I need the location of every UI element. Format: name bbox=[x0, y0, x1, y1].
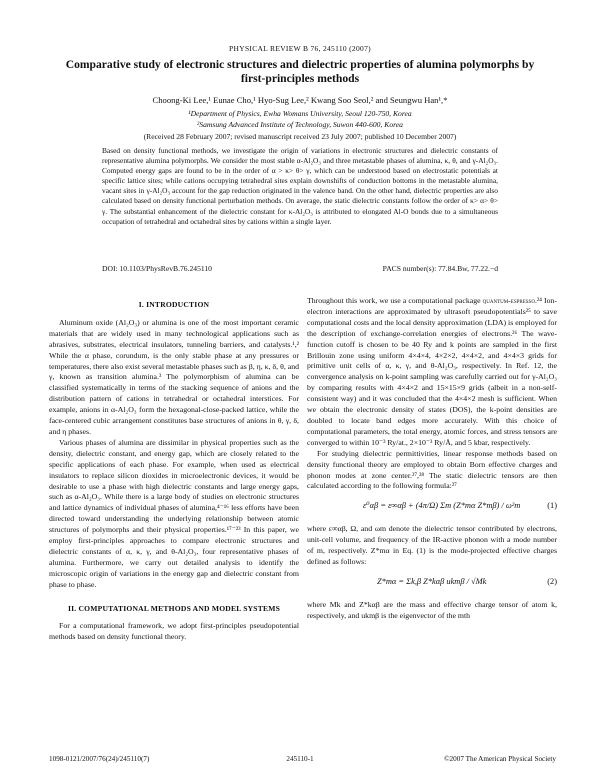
equation-expression: Z*mα = Σk,β Z*kαβ ukmβ / √Mk bbox=[377, 576, 487, 586]
paragraph: For studying dielectric permittivities, linear response methods based on density functional theory are employed to obtain Born effective charges and phonon modes at zone center.²⁷,²⁸ The static dielectric tensors are then calculated according to the following formula:²⁷ bbox=[307, 448, 557, 491]
pacs-numbers: PACS number(s): 77.84.Bw, 77.22.−d bbox=[382, 264, 498, 273]
equation-number: (2) bbox=[547, 576, 557, 586]
footer-copyright: ©2007 The American Physical Society bbox=[444, 755, 556, 763]
doi-link[interactable]: DOI: 10.1103/PhysRevB.76.245110 bbox=[102, 264, 212, 273]
paragraph: Various phases of alumina are dissimilar in physical properties such as the density, dielectric constant, and energy gap, which are closely related to the specific applications of each phase. For example, when used as electrical insulators to replace silicon dioxides in microelectronic devices, it would be desirable to use a phase with high dielectric constants and large energy gaps, such as α-Al₂O₃. While there is a large body of studies on electronic structures and lattice dynamics of individual phases of alumina,⁴⁻¹⁶ less efforts have been directed toward understanding the underlying relationship between atomic structures of polymorphs and their physical properties.¹⁷⁻²³ In this paper, we employ first-principles approaches to compare electronic structures and dielectric constants of α, κ, γ, and θ-Al₂O₃, four representative phases of alumina. Furthermore, we carry out detailed analysis to identify the microscopic origin of variations in the energy gap and dielectric constant from phase to phase. bbox=[49, 437, 299, 589]
abstract: Based on density functional methods, we investigate the origin of variations in electronic structures and dielectric constants of representative alumina polymorphs. We consider the most stable α-Al₂O₃ and three metastable phases of alumina, κ, θ, and γ-Al₂O₃. Computed energy gaps are found to be in the order of α > κ> θ> γ, which can be understood based on electrostatic potentials at specific lattice sites; while cations occupying tetrahedral sites explain downshifts of conduction bottoms in the metastable alumina, vacant sites in γ-Al₂O₃ account for the gap reduction originated in the valence band. On the other hand, dielectric properties are also calculated based on density functional perturbation methods. On average, the static dielectric constants follow the order of κ> α> θ> γ. The substantial enhancement of the dielectric constant for κ-Al₂O₃ is attributed to elongated Al-O bonds due to a simultaneous occupation of tetrahedral and octahedral sites by cations within a single layer. bbox=[102, 146, 498, 226]
equation-expression: ε⁰αβ = ε∞αβ + (4π/Ω) Σm (Z*mα Z*mβ) / ω²m bbox=[363, 501, 521, 511]
paragraph bbox=[307, 296, 557, 449]
paragraph: where Mk and Z*kαβ are the mass and effective charge tensor of atom k, respectively, and ukmβ is the eigenvector of the mth bbox=[307, 599, 557, 620]
author-list: Choong-Ki Lee,¹ Eunae Cho,¹ Hyo-Sug Lee,² Kwang Soo Seol,² and Seungwu Han¹,* bbox=[152, 95, 448, 105]
equation-2 bbox=[307, 571, 557, 597]
footer-issn: 1098-0121/2007/76(24)/245110(7) bbox=[49, 755, 150, 763]
section-heading-introduction: I. INTRODUCTION bbox=[138, 300, 210, 309]
journal-header: PHYSICAL REVIEW B 76, 245110 (2007) bbox=[229, 44, 371, 53]
right-column bbox=[307, 296, 557, 622]
paragraph: For a computational framework, we adopt first-principles pseudopotential methods based on density functional theory. bbox=[49, 621, 299, 642]
equation-1 bbox=[307, 495, 557, 521]
paper-title: Comparative study of electronic structures and dielectric properties of alumina polymorphs by first-principles methods bbox=[65, 58, 535, 85]
footer-page-number: 245110-1 bbox=[286, 755, 314, 763]
left-column bbox=[49, 296, 299, 643]
affiliation-1: ¹Department of Physics, Ewha Womans University, Seoul 120-750, Korea bbox=[188, 109, 412, 118]
paragraph-text: Throughout this work, we use a computational package bbox=[307, 296, 483, 305]
section-heading-methods: II. COMPUTATIONAL METHODS AND MODEL SYSTEMS bbox=[67, 603, 281, 613]
affiliation-2: ²Samsung Advanced Institute of Technology, Suwon 440-600, Korea bbox=[197, 120, 403, 129]
paragraph: Aluminum oxide (Al₂O₃) or alumina is one of the most important ceramic materials that are widely used in many technological applications such as abrasives, substrates, electrical insulators, tunneling barriers, and catalysts.¹,² While the α phase, corundum, is the only stable phase at any pressures or temperatures, there also exist several metastable phases such as β, η, κ, δ, θ, and γ, known as transition alumina.³ The polymorphism of alumina can be classified systematically in terms of the stacking sequence of anions and the distribution pattern of cations in tetrahedral or octahedral interstices. For example, anions in α-Al₂O₃ form the hexagonal-close-packed lattice, while the face-centered cubic arrangement constitutes base structures of anions in θ, γ, δ, and η phases. bbox=[49, 317, 299, 436]
equation-number: (1) bbox=[547, 501, 557, 511]
received-dates: (Received 28 February 2007; revised manuscript received 23 July 2007; published 10 December 2007) bbox=[143, 132, 457, 141]
paragraph: where ε∞αβ, Ω, and ωm denote the dielectric tensor contributed by electrons, unit-cell volume, and frequency of the IR-active phonon with a mode number of m, respectively. Z*mα in Eq. (1) is the mode-projected effective charges defined as follows: bbox=[307, 524, 557, 567]
paragraph-text: .²⁴ Ion-electron interactions are approximated by ultrasoft pseudopotentials²⁵ to save computational costs and the local density approximation (LDA) is employed for the description of exchange-correlation energies of electrons.²⁶ The wave-function cutoff is chosen to be 40 Ry and k points are sampled in the first Brillouin zone using uniform 4×4×4, 4×2×2, 4×4×2, and 4×4×3 grids for primitive unit cells of α, κ, γ, and θ-Al₂O₃, respectively. In Ref. 12, the convergence analysis on k-point sampling was carefully carried out for γ-Al₂O₃ by comparing results with 4×4×2 and 15×15×9 grids (albeit in a non-self-consistent way) and it was concluded that the 4×4×2 mesh is sufficient. When we obtain the electronic density of states (DOS), the k-point densities are doubled to locate band edges more accurately. With this choice of computational parameters, the total energy, atomic forces, and stress tensors are converged to within 10⁻³ Ry/at., 2×10⁻³ Ry/Å, and 5 kbar, respectively. bbox=[307, 296, 557, 447]
software-name: quantum-espresso bbox=[482, 296, 535, 305]
